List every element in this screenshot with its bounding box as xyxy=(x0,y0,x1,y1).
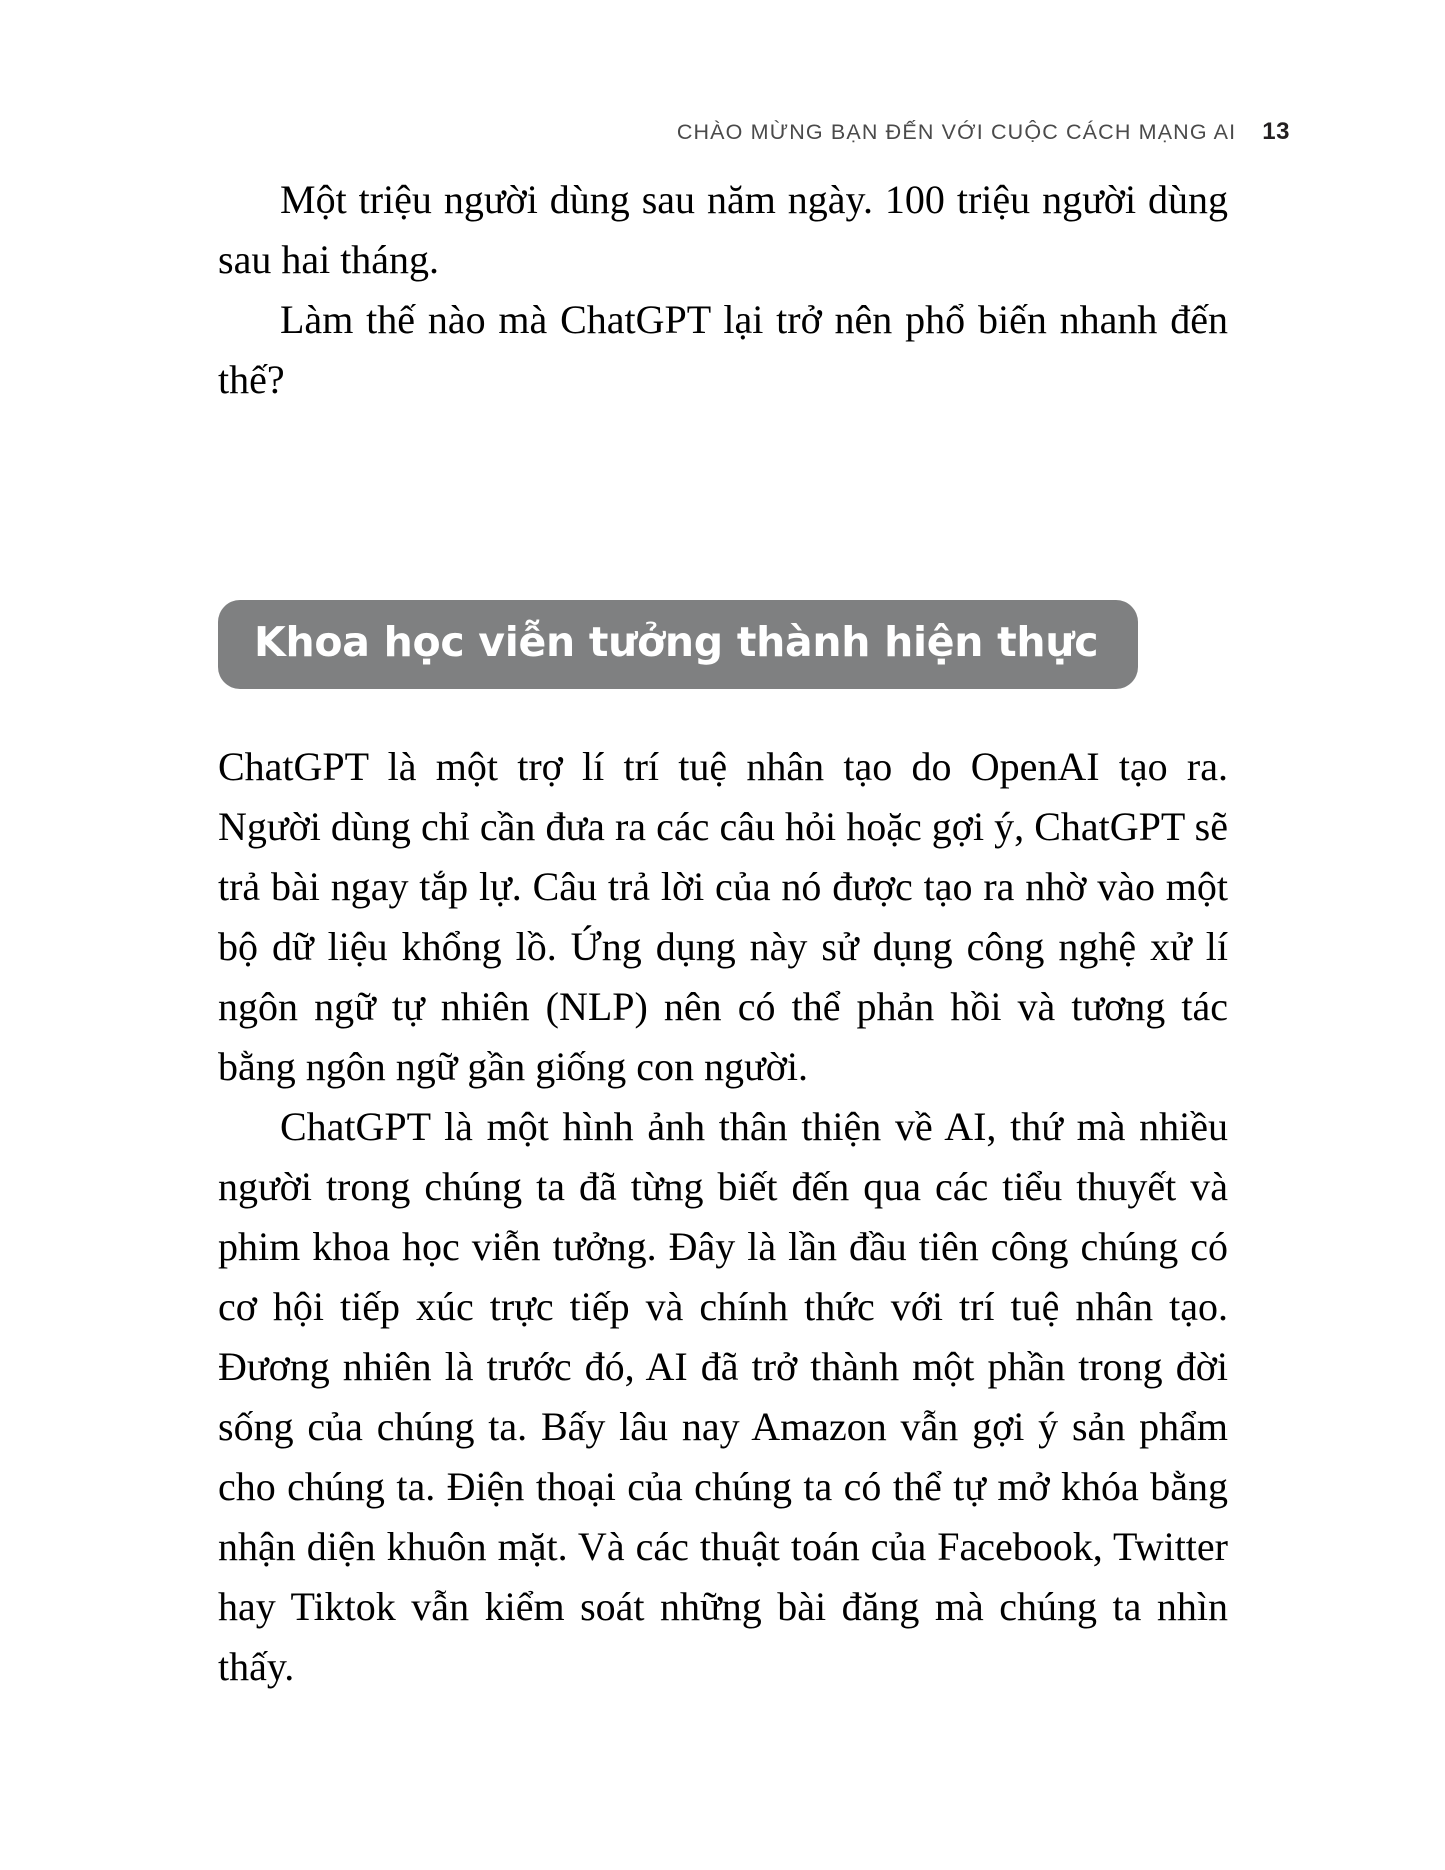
section-heading-label: Khoa học viễn tưởng thành hiện thực xyxy=(254,618,1099,666)
page-number: 13 xyxy=(1262,118,1290,145)
running-header xyxy=(0,118,1290,146)
section-heading-banner xyxy=(218,600,1138,689)
paragraph-chatgpt-definition: ChatGPT là một trợ lí trí tuệ nhân tạo do OpenAI tạo ra. Người dùng chỉ cần đưa ra các câu hỏi hoặc gợi ý, ChatGPT sẽ trả bài ngay tắp lự. Câu trả lời của nó được tạo ra nhờ vào một bộ dữ liệu khổng lồ. Ứng dụng này sử dụng công nghệ xử lí ngôn ngữ tự nhiên (NLP) nên có thể phản hồi và tương tác bằng ngôn ngữ gần giống con người. xyxy=(218,744,1228,1089)
vertical-spacer-heading xyxy=(218,689,1228,737)
vertical-spacer xyxy=(218,410,1228,600)
paragraph-one-million-users: Một triệu người dùng sau năm ngày. 100 triệu người dùng sau hai tháng. xyxy=(218,177,1228,282)
text-column xyxy=(218,170,1228,1697)
paragraph-how-popular: Làm thế nào mà ChatGPT lại trở nên phổ biến nhanh đến thế? xyxy=(218,297,1228,402)
paragraph-friendly-face-of-ai: ChatGPT là một hình ảnh thân thiện về AI, thứ mà nhiều người trong chúng ta đã từng biết đến qua các tiểu thuyết và phim khoa học viễn tưởng. Đây là lần đầu tiên công chúng có cơ hội tiếp xúc trực tiếp và chính thức với trí tuệ nhân tạo. Đương nhiên là trước đó, AI đã trở thành một phần trong đời sống của chúng ta. Bấy lâu nay Amazon vẫn gợi ý sản phẩm cho chúng ta. Điện thoại của chúng ta có thể tự mở khóa bằng nhận diện khuôn mặt. Và các thuật toán của Facebook, Twitter hay Tiktok vẫn kiểm soát những bài đăng mà chúng ta nhìn thấy. xyxy=(218,1104,1228,1689)
running-header-title: CHÀO MỪNG BẠN ĐẾN VỚI CUỘC CÁCH MẠNG AI xyxy=(676,120,1237,144)
